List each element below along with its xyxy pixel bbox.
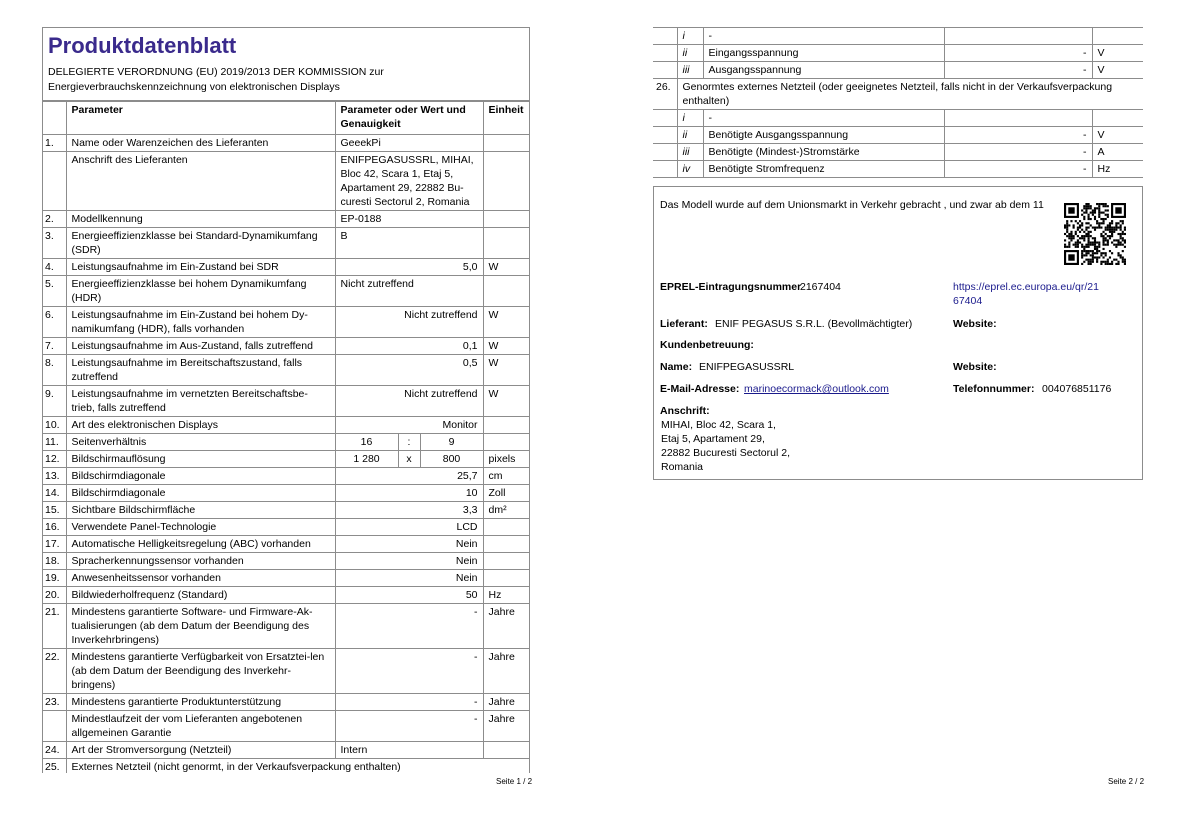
row-parameter: Mindestlaufzeit der vom Lieferanten angebotenen allgemeinen Garantie [66, 711, 335, 742]
row-label: Eingangsspannung [703, 45, 944, 62]
row-number: 10. [42, 417, 66, 434]
row-parameter: Leistungsaufnahme im Ein-Zustand bei hohem Dy-namikumfang (HDR), falls vorhanden [66, 307, 335, 338]
row-value: ENIFPEGASUSSRL, MIHAI, Bloc 42, Scara 1, Etaj 5, Apartament 29, 22882 Bu-curesti Sectorul 2, Romania [335, 152, 483, 211]
header-value: Parameter oder Wert und Genauigkeit [335, 102, 483, 135]
address-line: MIHAI, Bloc 42, Scara 1, [661, 419, 776, 431]
row-parameter: Seitenverhältnis [66, 434, 335, 451]
row-parameter: Name oder Warenzeichen des Lieferanten [66, 135, 335, 152]
row-unit: dm² [483, 502, 530, 519]
row-value: - [944, 161, 1092, 178]
row-number: 2. [42, 211, 66, 228]
row-value: Intern [335, 742, 483, 759]
row-number-blank [653, 144, 677, 161]
row-parameter: Automatische Helligkeitsregelung (ABC) vorhanden [66, 536, 335, 553]
row-parameter: Art des elektronischen Displays [66, 417, 335, 434]
row-number [42, 152, 66, 211]
row-parameter: Bildschirmdiagonale [66, 485, 335, 502]
page-number: Seite 2 / 2 [1108, 777, 1145, 786]
service-website-label: Website: [953, 361, 997, 373]
row-label: Ausgangsspannung [703, 62, 944, 79]
row-number: 5. [42, 276, 66, 307]
row-label: - [703, 28, 944, 45]
supplier-label: Lieferant: [660, 318, 708, 330]
table-row [42, 386, 530, 417]
table-row [42, 211, 530, 228]
row-number: 19. [42, 570, 66, 587]
row-value: - [335, 649, 483, 694]
row-number: 6. [42, 307, 66, 338]
row-value: - [335, 694, 483, 711]
row-number: 8. [42, 355, 66, 386]
phone-value: 004076851176 [1042, 383, 1112, 395]
row-number-blank [653, 28, 677, 45]
address-label: Anschrift: [660, 405, 710, 417]
row-value-a: 16 [335, 434, 398, 451]
row-number: 14. [42, 485, 66, 502]
table-row [42, 553, 530, 570]
page-2 [600, 0, 1184, 827]
row-number: 4. [42, 259, 66, 276]
row-value: - [335, 711, 483, 742]
row-unit: Hz [1092, 161, 1143, 178]
table-row [42, 355, 530, 386]
table-row [42, 135, 530, 152]
row-value: GeeekPi [335, 135, 483, 152]
table-row [42, 468, 530, 485]
row-parameter: Spracherkennungssensor vorhanden [66, 553, 335, 570]
row-number: 21. [42, 604, 66, 649]
row-value: EP-0188 [335, 211, 483, 228]
datasheet-table [42, 101, 530, 773]
row-unit: V [1092, 127, 1143, 144]
row-number: 13. [42, 468, 66, 485]
row-parameter: Bildschirmauflösung [66, 451, 335, 468]
row-number: 16. [42, 519, 66, 536]
row-parameter: Leistungsaufnahme im Ein-Zustand bei SDR [66, 259, 335, 276]
row-number: 17. [42, 536, 66, 553]
table-row [42, 711, 530, 742]
table-row [653, 45, 1143, 62]
row-unit [483, 135, 530, 152]
page-title: Produktdatenblatt [48, 33, 237, 58]
row-roman-numeral: iv [677, 161, 703, 178]
row-number: 25. [42, 759, 66, 774]
row-value: Nein [335, 536, 483, 553]
row-value [944, 28, 1092, 45]
row-parameter: Leistungsaufnahme im Aus-Zustand, falls zutreffend [66, 338, 335, 355]
table-row [42, 338, 530, 355]
row-value: - [335, 604, 483, 649]
row-value: 25,7 [335, 468, 483, 485]
row-number: 12. [42, 451, 66, 468]
row-roman-numeral: i [677, 28, 703, 45]
row-unit [483, 553, 530, 570]
row-unit [483, 434, 530, 451]
supplier-value: ENIF PEGASUS S.R.L. (Bevollmächtigter) [715, 318, 913, 330]
table-row [42, 502, 530, 519]
row-unit [483, 536, 530, 553]
row-label: Benötigte (Mindest-)Stromstärke [703, 144, 944, 161]
table-row [653, 127, 1143, 144]
row-unit: W [483, 307, 530, 338]
row-parameter: Modellkennung [66, 211, 335, 228]
row-value-separator: x [398, 451, 420, 468]
address-line: Etaj 5, Apartament 29, [661, 433, 765, 445]
row-parameter: Energieeffizienzklasse bei hohem Dynamikumfang (HDR) [66, 276, 335, 307]
row-unit: Jahre [483, 711, 530, 742]
row-parameter: Leistungsaufnahme im vernetzten Bereitschaftsbe-trieb, falls zutreffend [66, 386, 335, 417]
row-number: 7. [42, 338, 66, 355]
row-number: 11. [42, 434, 66, 451]
row-value: - [944, 144, 1092, 161]
row-number: 15. [42, 502, 66, 519]
row-number-blank [653, 110, 677, 127]
row-parameter: Leistungsaufnahme im Bereitschaftszustand, falls zutreffend [66, 355, 335, 386]
header-unit: Einheit [483, 102, 530, 135]
row-value-a: 1 280 [335, 451, 398, 468]
row-value: Nicht zutreffend [335, 386, 483, 417]
row-roman-numeral: ii [677, 127, 703, 144]
table-header-row [42, 102, 530, 135]
table-row [42, 228, 530, 259]
row-unit [1092, 28, 1143, 45]
eprel-info-box [653, 186, 1143, 480]
header-parameter: Parameter [66, 102, 335, 135]
row-unit: A [1092, 144, 1143, 161]
eprel-link[interactable] [953, 280, 1099, 308]
table-row [42, 742, 530, 759]
subtitle-line-1: DELEGIERTE VERORDNUNG (EU) 2019/2013 DER KOMMISSION zur [48, 66, 384, 78]
row-value: LCD [335, 519, 483, 536]
table-row [42, 536, 530, 553]
row-number: 23. [42, 694, 66, 711]
row-value: B [335, 228, 483, 259]
row-unit [1092, 110, 1143, 127]
row-number-blank [653, 62, 677, 79]
table-row [42, 259, 530, 276]
table-row [42, 276, 530, 307]
row-unit: W [483, 355, 530, 386]
row-value [944, 110, 1092, 127]
row-unit [483, 276, 530, 307]
row-roman-numeral: iii [677, 62, 703, 79]
table-row [42, 694, 530, 711]
row-label: Benötigte Stromfrequenz [703, 161, 944, 178]
row-value: Nicht zutreffend [335, 307, 483, 338]
table-row [42, 307, 530, 338]
row-unit: W [483, 386, 530, 417]
table-row [42, 152, 530, 211]
row-unit: Jahre [483, 694, 530, 711]
row-unit: Jahre [483, 649, 530, 694]
row-parameter: Verwendete Panel-Technologie [66, 519, 335, 536]
email-label: E-Mail-Adresse: [660, 383, 740, 395]
row-value: 50 [335, 587, 483, 604]
row-number: 9. [42, 386, 66, 417]
row-value: 5,0 [335, 259, 483, 276]
power-supply-table [653, 27, 1143, 178]
row-unit [483, 417, 530, 434]
row-parameter: Mindestens garantierte Produktunterstützung [66, 694, 335, 711]
row-value: Nicht zutreffend [335, 276, 483, 307]
row-unit: Zoll [483, 485, 530, 502]
address-line: Romania [661, 461, 704, 473]
row-unit [483, 742, 530, 759]
row-value: Nein [335, 570, 483, 587]
row-number: 18. [42, 553, 66, 570]
row-number-blank [653, 127, 677, 144]
row-value: Monitor [335, 417, 483, 434]
row-unit [483, 152, 530, 211]
row-parameter: Genormtes externes Netzteil (oder geeignetes Netzteil, falls nicht in der Verkaufsverpackung enthalten) [677, 79, 1143, 110]
row-parameter: Anschrift des Lieferanten [66, 152, 335, 211]
table-row [42, 604, 530, 649]
row-value: 10 [335, 485, 483, 502]
eprel-label: EPREL-Eintragungsnummer [660, 281, 802, 293]
row-unit [483, 570, 530, 587]
row-value-separator: : [398, 434, 420, 451]
row-value-b: 800 [420, 451, 483, 468]
address-line: 22882 Bucuresti Sectorul 2, [661, 447, 790, 459]
table-row [653, 110, 1143, 127]
row-unit: Hz [483, 587, 530, 604]
row-parameter: Anwesenheitssensor vorhanden [66, 570, 335, 587]
table-row [42, 649, 530, 694]
row-number: 20. [42, 587, 66, 604]
table-row [653, 79, 1143, 110]
table-row [42, 451, 530, 468]
table-row [42, 587, 530, 604]
eprel-number: 2167404 [800, 281, 841, 293]
row-unit: cm [483, 468, 530, 485]
row-unit [483, 228, 530, 259]
row-value: 0,1 [335, 338, 483, 355]
row-number: 26. [653, 79, 677, 110]
row-parameter: Mindestens garantierte Software- und Firmware-Ak-tualisierungen (ab dem Datum der Beendigung des Inverkehrbringens) [66, 604, 335, 649]
customer-service-label: Kundenbetreuung: [660, 339, 754, 351]
regulation-subtitle [43, 63, 529, 101]
row-unit: Jahre [483, 604, 530, 649]
header-num [42, 102, 66, 135]
row-parameter: Mindestens garantierte Verfügbarkeit von Ersatztei-len (ab dem Datum der Beendigung des Inverkehr-bringens) [66, 649, 335, 694]
page-number: Seite 1 / 2 [496, 777, 533, 786]
row-roman-numeral: iii [677, 144, 703, 161]
table-row [42, 759, 530, 774]
row-number: 1. [42, 135, 66, 152]
row-unit: pixels [483, 451, 530, 468]
datasheet-frame [42, 27, 530, 773]
market-date-text: Das Modell wurde auf dem Unionsmarkt in Verkehr gebracht , und zwar ab dem 11 [660, 199, 1044, 211]
subtitle-line-2: Energieverbrauchskennzeichnung von elektronischen Displays [48, 81, 340, 93]
table-row [653, 161, 1143, 178]
row-value: 0,5 [335, 355, 483, 386]
table-row [653, 144, 1143, 161]
row-unit: W [483, 259, 530, 276]
row-value: - [944, 45, 1092, 62]
row-number: 22. [42, 649, 66, 694]
row-roman-numeral: i [677, 110, 703, 127]
row-value: 3,3 [335, 502, 483, 519]
row-number-blank [653, 45, 677, 62]
row-roman-numeral: ii [677, 45, 703, 62]
table-row [42, 434, 530, 451]
table-row [42, 570, 530, 587]
address-block [661, 418, 790, 474]
row-number [42, 711, 66, 742]
eprel-link-line-1[interactable]: https://eprel.ec.europa.eu/qr/21 [953, 281, 1099, 293]
row-parameter: Energieeffizienzklasse bei Standard-Dynamikumfang (SDR) [66, 228, 335, 259]
row-unit: V [1092, 45, 1143, 62]
row-number-blank [653, 161, 677, 178]
row-value: Nein [335, 553, 483, 570]
row-parameter: Externes Netzteil (nicht genormt, in der Verkaufsverpackung enthalten) [66, 759, 530, 774]
row-value: - [944, 127, 1092, 144]
row-parameter: Bildwiederholfrequenz (Standard) [66, 587, 335, 604]
supplier-website-label: Website: [953, 318, 997, 330]
row-label: - [703, 110, 944, 127]
phone-label: Telefonnummer: [953, 383, 1035, 395]
page-1 [0, 0, 580, 827]
row-number: 3. [42, 228, 66, 259]
row-unit: W [483, 338, 530, 355]
row-unit [483, 211, 530, 228]
row-parameter: Sichtbare Bildschirmfläche [66, 502, 335, 519]
row-value-b: 9 [420, 434, 483, 451]
table-row [42, 485, 530, 502]
table-row [653, 28, 1143, 45]
table-row [42, 417, 530, 434]
name-label: Name: [660, 361, 693, 373]
row-number: 24. [42, 742, 66, 759]
row-parameter: Bildschirmdiagonale [66, 468, 335, 485]
table-row [653, 62, 1143, 79]
email-link[interactable]: marinoecormack@outlook.com [744, 383, 889, 395]
row-unit: V [1092, 62, 1143, 79]
row-value: - [944, 62, 1092, 79]
name-value: ENIFPEGASUSSRL [699, 361, 795, 373]
table-row [42, 519, 530, 536]
row-unit [483, 519, 530, 536]
qr-code-icon [1064, 203, 1126, 265]
eprel-link-line-2[interactable]: 67404 [953, 295, 983, 307]
row-parameter: Art der Stromversorgung (Netzteil) [66, 742, 335, 759]
row-label: Benötigte Ausgangsspannung [703, 127, 944, 144]
